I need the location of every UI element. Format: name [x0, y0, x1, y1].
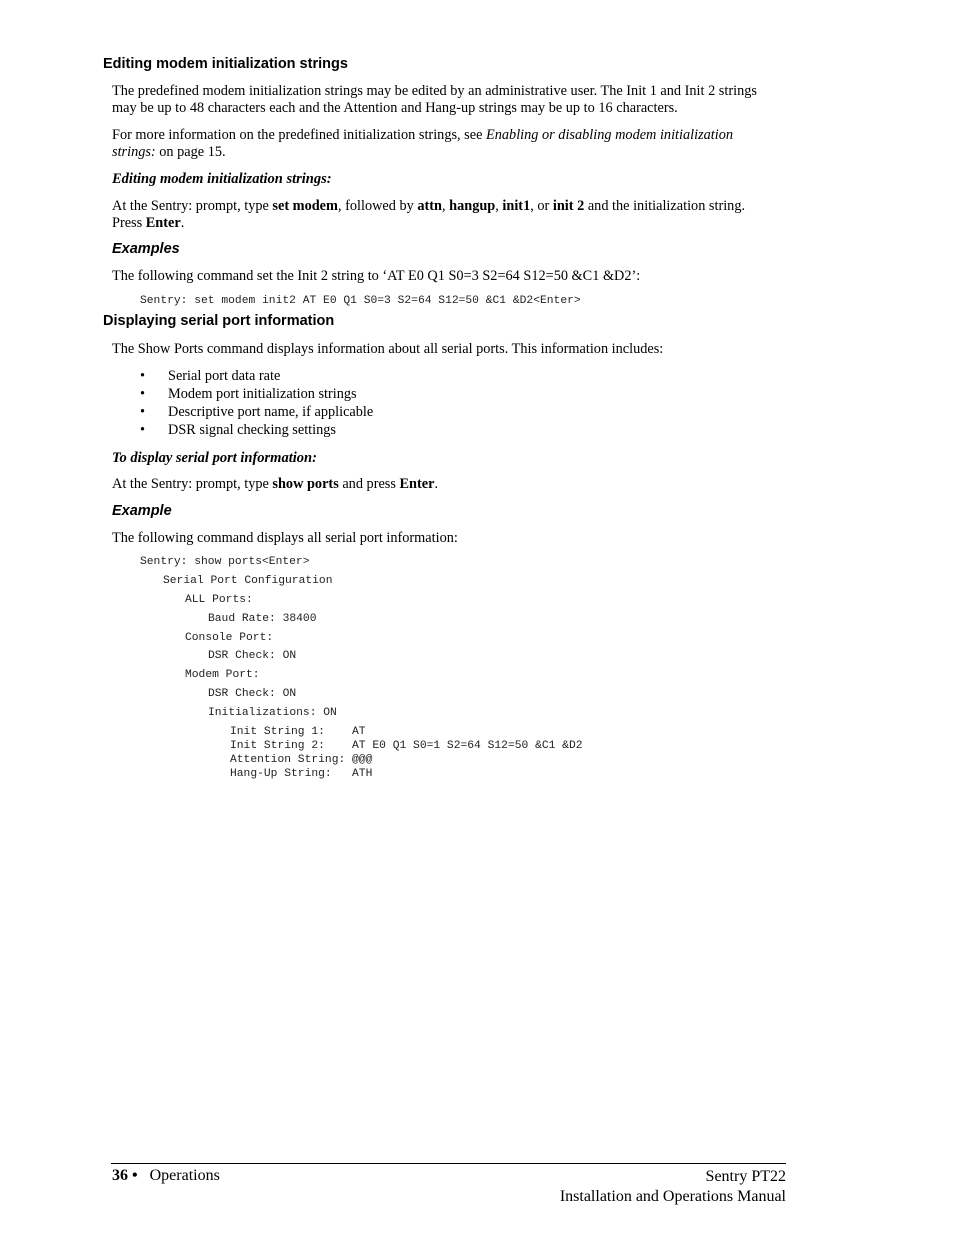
output-line: Init String 2: AT E0 Q1 S0=1 S2=64 S12=50 &C1 &D2: [230, 740, 583, 752]
list-item: • DSR signal checking settings: [140, 422, 336, 438]
list-item: • Descriptive port name, if applicable: [140, 404, 374, 420]
output-line: ALL Ports:: [185, 594, 253, 606]
footer-divider: [111, 1163, 786, 1164]
output-line: Serial Port Configuration: [163, 575, 333, 587]
editing-paragraph-2: For more information on the predefined initialization strings, see Enabling or disabling modem initialization strings: on page 15.: [112, 127, 734, 160]
bullet-list: [140, 367, 373, 439]
footer-section: Operations: [149, 1167, 220, 1184]
section-heading-display: Displaying serial port information: [103, 313, 335, 329]
output-line: Console Port:: [185, 632, 274, 644]
footer-product: Sentry PT22: [705, 1168, 786, 1185]
output-line: Modem Port:: [185, 669, 260, 681]
display-procedure-step: At the Sentry: prompt, type show ports and press Enter.: [112, 476, 439, 492]
section-heading-editing: Editing modem initialization strings: [103, 56, 348, 72]
footer-manual: Installation and Operations Manual: [559, 1188, 786, 1205]
example-command: Sentry: set modem init2 AT E0 Q1 S0=3 S2=64 S12=50 &C1 &D2<Enter>: [140, 295, 581, 307]
footer-bullet: •: [132, 1167, 138, 1184]
output-line: DSR Check: ON: [208, 650, 297, 662]
output-line: Sentry: show ports<Enter>: [140, 556, 310, 568]
editing-paragraph-1: The predefined modem initialization strings may be edited by an administrative user. The Init 1 and Init 2 strings may be up to 48 characters each and the Attention and Hang-up strings may be up to 16 characters.: [112, 83, 757, 116]
example-heading: Example: [112, 503, 172, 519]
editing-procedure-step: At the Sentry: prompt, type set modem, followed by attn, hangup, init1, or init 2 and the initialization string. Press Enter.: [112, 198, 746, 231]
procedure-title-display: To display serial port information:: [112, 450, 317, 466]
list-item: • Modem port initialization strings: [140, 386, 357, 402]
bullet-icon: •: [140, 386, 146, 402]
output-line: DSR Check: ON: [208, 688, 297, 700]
example-description: The following command displays all serial port information:: [112, 530, 458, 546]
footer-right: [560, 1167, 786, 1207]
bullet-icon: •: [140, 404, 146, 420]
list-item: • Serial port data rate: [140, 368, 281, 384]
examples-description: The following command set the Init 2 string to ‘AT E0 Q1 S0=3 S2=64 S12=50 &C1 &D2’:: [112, 268, 641, 284]
output-line: Baud Rate: 38400: [208, 613, 317, 625]
output-line: Initializations: ON: [208, 707, 337, 719]
output-line: Hang-Up String: ATH: [230, 768, 373, 780]
page-number: 36: [112, 1167, 128, 1184]
procedure-title-editing: Editing modem initialization strings:: [112, 171, 332, 187]
examples-heading: Examples: [112, 241, 180, 257]
footer-left: [112, 1167, 220, 1185]
output-line: Init String 1: AT: [230, 726, 366, 738]
display-intro: The Show Ports command displays information about all serial ports. This information includes:: [112, 341, 664, 357]
bullet-icon: •: [140, 368, 146, 384]
bullet-icon: •: [140, 422, 146, 438]
output-line: Attention String: @@@: [230, 754, 373, 766]
cross-reference: Enabling or disabling modem initialization strings:: [112, 127, 734, 160]
